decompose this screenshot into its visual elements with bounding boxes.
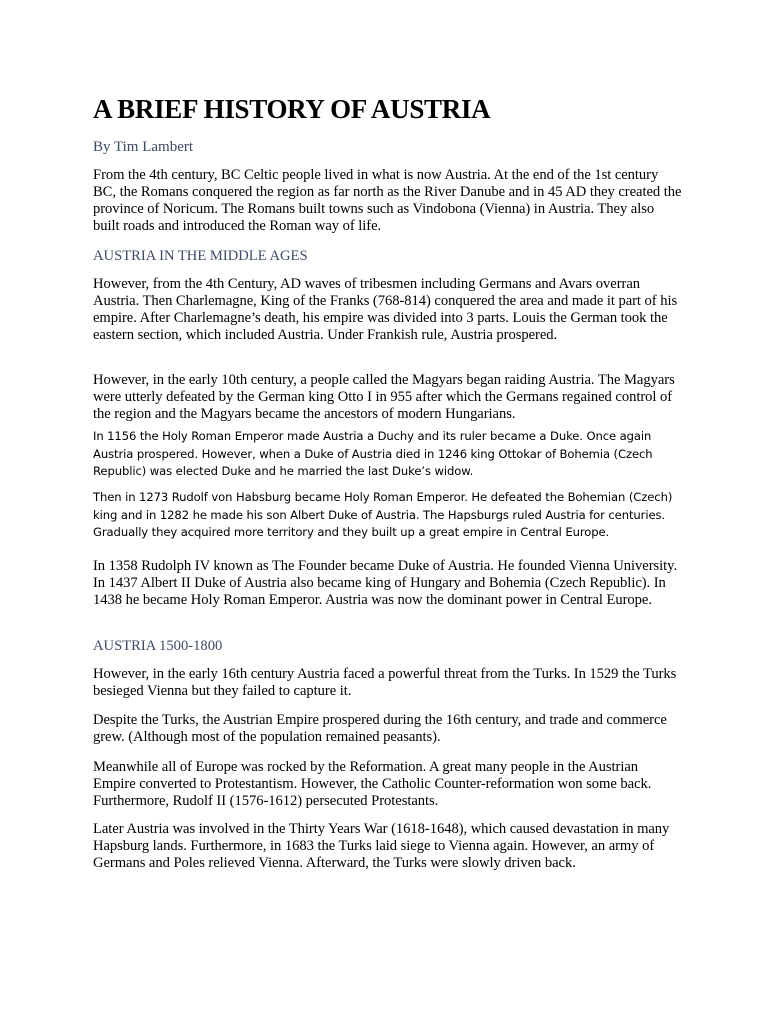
document-title: A BRIEF HISTORY OF AUSTRIA — [93, 94, 491, 124]
intro-paragraph: From the 4th century, BC Celtic people lived in what is now Austria. At the end of the 1st century BC, the Romans conquered the region as far north as the River Danube and in 45 AD they created the province of Noricum. The Romans built towns such as Vindobona (Vienna) in Austria. They also built roads and introduced the Roman way of life. — [93, 167, 682, 234]
paragraph-1500-1800-1: However, in the early 16th century Austria faced a powerful threat from the Turks. In 1529 the Turks besieged Vienna but they failed to capture it. — [93, 666, 677, 699]
paragraph-1500-1800-3: Meanwhile all of Europe was rocked by the Reformation. A great many people in the Austrian Empire converted to Protestantism. However, the Catholic Counter-reformation won some back. Furthermore, Rudolf II (1576-1612) persecuted Protestants. — [93, 759, 652, 809]
paragraph-middle-ages-2: However, in the early 10th century, a people called the Magyars began raiding Austria. The Magyars were utterly defeated by the German king Otto I in 955 after which the Germans regained control of the region and the Magyars became the ancestors of modern Hungarians. — [93, 372, 675, 422]
author-byline: By Tim Lambert — [93, 139, 194, 155]
paragraph-1500-1800-4: Later Austria was involved in the Thirty Years War (1618-1648), which caused devastation in many Hapsburg lands. Furthermore, in 1683 the Turks laid siege to Vienna again. However, an army of Germans and Poles relieved Vienna. Afterward, the Turks were slowly driven back. — [93, 821, 670, 871]
paragraph-middle-ages-5: In 1358 Rudolph IV known as The Founder became Duke of Austria. He founded Vienna University. In 1437 Albert II Duke of Austria also became king of Hungary and Bohemia (Czech Republic). In 1438 he became Holy Roman Emperor. Austria was now the dominant power in Central Europe. — [93, 558, 678, 608]
paragraph-middle-ages-3: In 1156 the Holy Roman Emperor made Austria a Duchy and its ruler became a Duke. Once again Austria prospered. However, when a Duke of Austria died in 1246 king Ottokar of Bohemia (Czech Republic) was elected Duke and he married the last Duke’s widow. — [93, 429, 653, 478]
section-heading-middle-ages: AUSTRIA IN THE MIDDLE AGES — [93, 248, 308, 264]
paragraph-middle-ages-1: However, from the 4th Century, AD waves of tribesmen including Germans and Avars overran Austria. Then Charlemagne, King of the Franks (768-814) conquered the area and made it part of his empire. After Charlemagne’s death, his empire was divided into 3 parts. Louis the German took the eastern section, which included Austria. Under Frankish rule, Austria prospered. — [93, 276, 678, 343]
section-heading-1500-1800: AUSTRIA 1500-1800 — [93, 638, 223, 654]
paragraph-1500-1800-2: Despite the Turks, the Austrian Empire prospered during the 16th century, and trade and commerce grew. (Although most of the population remained peasants). — [93, 712, 667, 745]
paragraph-middle-ages-4: Then in 1273 Rudolf von Habsburg became Holy Roman Emperor. He defeated the Bohemian (Czech) king and in 1282 he made his son Albert Duke of Austria. The Hapsburgs ruled Austria for centuries. Gradually they acquired more territory and they built up a great empire in Central Europe. — [93, 490, 673, 539]
